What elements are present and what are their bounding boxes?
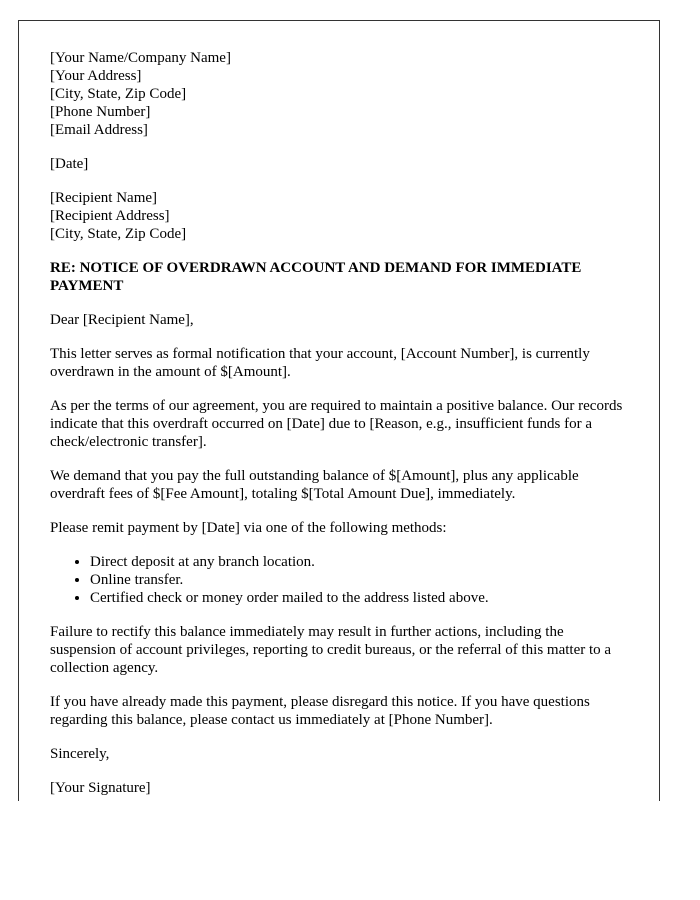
recipient-name: [Recipient Name] bbox=[50, 190, 158, 206]
sender-email: [Email Address] bbox=[50, 122, 148, 138]
body-paragraph-1: This letter serves as formal notification that your account, [Account Number], is currently overdrawn in the amount of $[Amount]. bbox=[50, 346, 590, 380]
recipient-city-state-zip: [City, State, Zip Code] bbox=[50, 226, 187, 242]
letter-date: [Date] bbox=[50, 156, 89, 172]
sender-address: [Your Address] bbox=[50, 68, 142, 84]
sender-name: [Your Name/Company Name] bbox=[50, 50, 231, 66]
recipient-block bbox=[50, 189, 630, 243]
sender-phone: [Phone Number] bbox=[50, 104, 151, 120]
body-paragraph-6: If you have already made this payment, please disregard this notice. If you have questions regarding this balance, please contact us immediately at [Phone Number]. bbox=[50, 694, 590, 728]
list-item: • Direct deposit at any branch location. bbox=[90, 553, 630, 571]
letter-content bbox=[50, 49, 630, 801]
salutation: Dear [Recipient Name], bbox=[50, 312, 194, 328]
sender-block bbox=[50, 49, 630, 139]
body-paragraph-4: Please remit payment by [Date] via one of the following methods: bbox=[50, 520, 447, 536]
closing: Sincerely, bbox=[50, 746, 110, 762]
recipient-address: [Recipient Address] bbox=[50, 208, 170, 224]
subject-line: RE: NOTICE OF OVERDRAWN ACCOUNT AND DEMAND FOR IMMEDIATE PAYMENT bbox=[50, 260, 582, 294]
letter-page bbox=[18, 20, 660, 801]
signature: [Your Signature] bbox=[50, 780, 151, 796]
date-block bbox=[50, 155, 630, 173]
body-paragraph-5: Failure to rectify this balance immediately may result in further actions, including the suspension of account privileges, reporting to credit bureaus, or the referral of this matter to a collection agency. bbox=[50, 624, 612, 676]
body-paragraph-2: As per the terms of our agreement, you are required to maintain a positive balance. Our records indicate that this overdraft occurred on [Date] due to [Reason, e.g., insufficient funds for a check/electronic transfer]. bbox=[50, 398, 623, 450]
body-paragraph-3: We demand that you pay the full outstanding balance of $[Amount], plus any applicable overdraft fees of $[Fee Amount], totaling $[Total Amount Due], immediately. bbox=[50, 468, 579, 502]
sender-city-state-zip: [City, State, Zip Code] bbox=[50, 86, 187, 102]
list-item: • Online transfer. bbox=[90, 571, 630, 589]
list-item: • Certified check or money order mailed to the address listed above. bbox=[90, 589, 630, 607]
payment-methods-list bbox=[50, 553, 630, 607]
